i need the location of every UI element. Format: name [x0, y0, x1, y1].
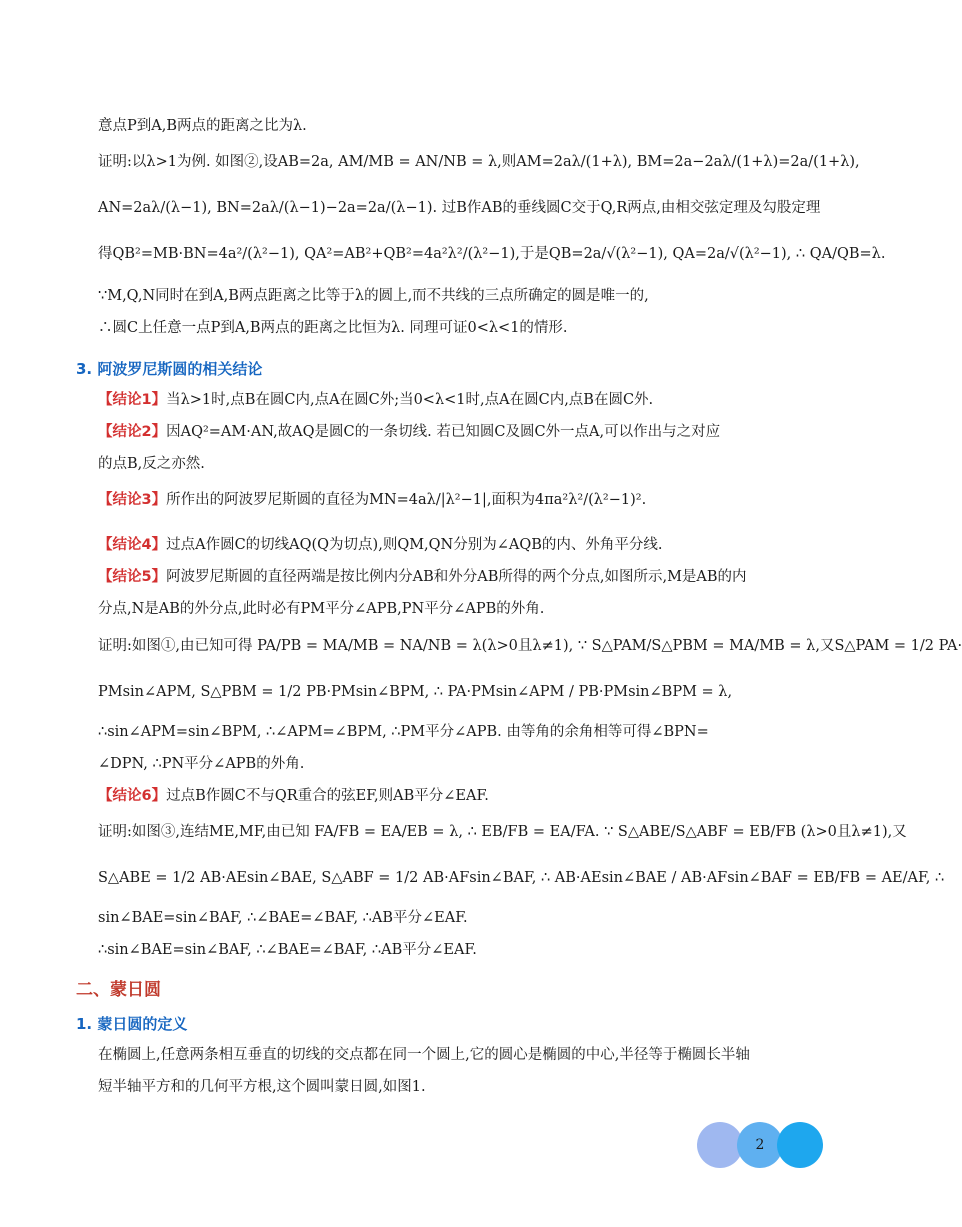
- section-title: 二、蒙日圆: [76, 980, 161, 1000]
- conclusion-tag: 【结论4】: [98, 537, 167, 553]
- conclusion-1: [98, 390, 653, 410]
- proof-line: ∴sin∠BAE=sin∠BAF, ∴∠BAE=∠BAF, ∴AB平分∠EAF.: [98, 942, 477, 958]
- proof-line: PMsin∠APM, S△PBM = 1/2 PB·PMsin∠BPM, ∴ PA·PMsin∠APM / PB·PMsin∠BPM = λ,: [98, 684, 733, 700]
- conclusion-2: [98, 422, 720, 442]
- badge-dot-3: [777, 1122, 823, 1168]
- proof-line: ∴sin∠APM=sin∠BPM, ∴∠APM=∠BPM, ∴PM平分∠APB. 由等角的余角相等可得∠BPN=: [98, 724, 709, 740]
- conclusion-tag: 【结论5】: [98, 569, 167, 585]
- conclusion-text: 过点A作圆C的切线AQ(Q为切点),则QM,QN分别为∠AQB的内、外角平分线.: [166, 537, 663, 553]
- conclusion-5-cont: 分点,N是AB的外分点,此时必有PM平分∠APB,PN平分∠APB的外角.: [98, 601, 545, 617]
- conclusion-tag: 【结论6】: [98, 788, 167, 804]
- conclusion-5: [98, 567, 747, 587]
- conclusion-3: [98, 490, 646, 510]
- section-heading: 3. 阿波罗尼斯圆的相关结论: [76, 360, 263, 378]
- conclusion-tag: 【结论3】: [98, 492, 167, 508]
- conclusion-6: [98, 786, 489, 806]
- text-line: 意点P到A,B两点的距离之比为λ.: [98, 118, 307, 134]
- proof-line: 证明:以λ>1为例. 如图②,设AB=2a, AM/MB = AN/NB = λ,则AM=2aλ/(1+λ), BM=2a−2aλ/(1+λ)=2a/(1+λ),: [98, 154, 860, 170]
- proof-line: ∠DPN, ∴PN平分∠APB的外角.: [98, 756, 305, 772]
- page-number: 2: [755, 1137, 765, 1153]
- conclusion-text: 当λ>1时,点B在圆C内,点A在圆C外;当0<λ<1时,点A在圆C内,点B在圆C外.: [166, 392, 654, 408]
- definition-line: 在椭圆上,任意两条相互垂直的切线的交点都在同一个圆上,它的圆心是椭圆的中心,半径等于椭圆长半轴: [98, 1047, 750, 1063]
- conclusion-text: 阿波罗尼斯圆的直径两端是按比例内分AB和外分AB所得的两个分点,如图所示,M是AB的内: [166, 569, 747, 585]
- proof-line: S△ABE = 1/2 AB·AEsin∠BAE, S△ABF = 1/2 AB·AFsin∠BAF, ∴ AB·AEsin∠BAE / AB·AFsin∠BAF = EB/FB = AE/AF, ∴: [98, 870, 945, 886]
- proof-line: ∵M,Q,N同时在到A,B两点距离之比等于λ的圆上,而不共线的三点所确定的圆是唯一的,: [98, 288, 649, 304]
- conclusion-text: 因AQ²=AM·AN,故AQ是圆C的一条切线. 若已知圆C及圆C外一点A,可以作出与之对应: [166, 424, 721, 440]
- conclusion-tag: 【结论2】: [98, 424, 167, 440]
- definition-line: 短半轴平方和的几何平方根,这个圆叫蒙日圆,如图1.: [98, 1079, 426, 1095]
- conclusion-2-cont: 的点B,反之亦然.: [98, 456, 205, 472]
- proof-line: ∴圆C上任意一点P到A,B两点的距离之比恒为λ. 同理可证0<λ<1的情形.: [98, 320, 568, 336]
- conclusion-tag: 【结论1】: [98, 392, 167, 408]
- proof-line: 证明:如图①,由已知可得 PA/PB = MA/MB = NA/NB = λ(λ>0且λ≠1), ∵ S△PAM/S△PBM = MA/MB = λ,又S△PAM = 1/2 PA·: [98, 638, 962, 654]
- conclusion-text: 过点B作圆C不与QR重合的弦EF,则AB平分∠EAF.: [166, 788, 489, 804]
- section-heading: 1. 蒙日圆的定义: [76, 1015, 188, 1033]
- conclusion-4: [98, 535, 663, 555]
- proof-line: 得QB²=MB·BN=4a²/(λ²−1), QA²=AB²+QB²=4a²λ²/(λ²−1),于是QB=2a/√(λ²−1), QA=2a/√(λ²−1), ∴ QA/QB=λ.: [98, 246, 886, 262]
- proof-line: AN=2aλ/(λ−1), BN=2aλ/(λ−1)−2a=2a/(λ−1). 过B作AB的垂线圆C交于Q,R两点,由相交弦定理及勾股定理: [98, 200, 821, 216]
- proof-line: sin∠BAE=sin∠BAF, ∴∠BAE=∠BAF, ∴AB平分∠EAF.: [98, 910, 468, 926]
- conclusion-text: 所作出的阿波罗尼斯圆的直径为MN=4aλ/|λ²−1|,面积为4πa²λ²/(λ²−1)².: [166, 492, 647, 508]
- proof-line: 证明:如图③,连结ME,MF,由已知 FA/FB = EA/EB = λ, ∴ EB/FB = EA/FA. ∵ S△ABE/S△ABF = EB/FB (λ>0且λ≠1),又: [98, 824, 907, 840]
- page-number-badge: [697, 1122, 823, 1168]
